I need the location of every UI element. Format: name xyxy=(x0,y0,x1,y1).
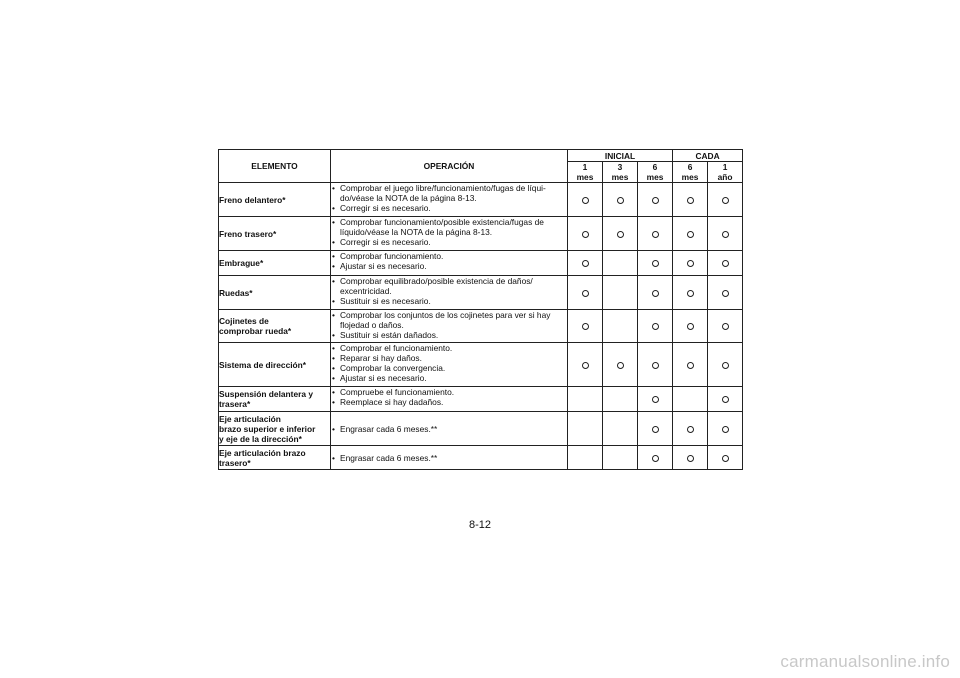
table-row xyxy=(219,183,743,217)
maintenance-table xyxy=(218,149,743,470)
table-row xyxy=(219,412,743,446)
check-circle-icon xyxy=(652,362,659,369)
operation-item: • Comprobar funcionamiento. xyxy=(331,251,567,261)
operation-item: • Comprobar el funcionamiento. xyxy=(331,343,567,353)
schedule-cell xyxy=(708,310,743,343)
schedule-cell xyxy=(638,217,673,251)
operation-cell xyxy=(331,276,568,310)
operation-item: • Compruebe el funcionamiento. xyxy=(331,387,567,397)
operation-item: • Engrasar cada 6 meses.** xyxy=(331,453,567,463)
operation-list xyxy=(331,217,567,247)
element-label: Eje articulación xyxy=(219,413,281,424)
element-label: Embrague* xyxy=(219,258,264,268)
operation-item: • Engrasar cada 6 meses.** xyxy=(331,424,567,434)
maintenance-table-body xyxy=(219,183,743,470)
operation-cell xyxy=(331,251,568,276)
schedule-cell xyxy=(603,387,638,412)
operation-list xyxy=(331,343,567,383)
element-label: Freno delantero* xyxy=(219,194,286,205)
check-circle-icon xyxy=(582,323,589,330)
check-circle-icon xyxy=(582,290,589,297)
table-row xyxy=(219,446,743,470)
schedule-cell xyxy=(603,412,638,446)
check-circle-icon xyxy=(617,231,624,238)
schedule-cell xyxy=(603,310,638,343)
header-inicial: INICIAL xyxy=(568,150,673,162)
operation-list xyxy=(331,453,567,463)
interval-header: 6 mes xyxy=(638,162,673,183)
operation-list xyxy=(331,387,567,407)
operation-item: • Comprobar los conjuntos de los cojinetes para ver si hay flojedad o daños. xyxy=(331,310,567,330)
check-circle-icon xyxy=(722,231,729,238)
check-circle-icon xyxy=(722,455,729,462)
operation-item: • Comprobar la convergencia. xyxy=(331,363,567,373)
check-circle-icon xyxy=(722,396,729,403)
element-label: y eje de la dirección* xyxy=(219,433,302,444)
schedule-cell xyxy=(603,446,638,470)
table-row xyxy=(219,310,743,343)
schedule-cell xyxy=(638,310,673,343)
schedule-cell xyxy=(673,251,708,276)
page-number: 8-12 xyxy=(468,519,492,531)
element-label: Sistema de dirección* xyxy=(219,359,307,370)
operation-cell xyxy=(331,310,568,343)
schedule-cell xyxy=(568,446,603,470)
check-circle-icon xyxy=(722,323,729,330)
schedule-cell xyxy=(603,251,638,276)
schedule-cell xyxy=(708,251,743,276)
operation-cell xyxy=(331,412,568,446)
operation-cell xyxy=(331,446,568,470)
operation-list xyxy=(331,310,567,340)
element-label: brazo superior e inferior xyxy=(219,423,316,434)
operation-item: • Ajustar si es necesario. xyxy=(331,373,567,383)
check-circle-icon xyxy=(652,426,659,433)
element-label: Ruedas* xyxy=(219,287,253,298)
operation-list xyxy=(331,251,567,271)
interval-header: 1 año xyxy=(708,162,743,183)
check-circle-icon xyxy=(722,197,729,204)
schedule-cell xyxy=(638,343,673,387)
check-circle-icon xyxy=(687,197,694,204)
schedule-cell xyxy=(568,412,603,446)
schedule-cell xyxy=(638,387,673,412)
interval-header: 3 mes xyxy=(603,162,638,183)
schedule-cell xyxy=(673,217,708,251)
operation-list xyxy=(331,276,567,306)
header-operacion: OPERACIÓN xyxy=(331,150,568,183)
operation-cell xyxy=(331,343,568,387)
interval-header: 1 mes xyxy=(568,162,603,183)
operation-item: • Sustituir si es necesario. xyxy=(331,296,567,306)
schedule-cell xyxy=(638,276,673,310)
watermark: carmanualsonline.info xyxy=(780,652,950,671)
check-circle-icon xyxy=(722,362,729,369)
schedule-cell xyxy=(568,251,603,276)
schedule-cell xyxy=(638,446,673,470)
check-circle-icon xyxy=(652,396,659,403)
element-label: Eje articulación brazo xyxy=(219,447,306,458)
check-circle-icon xyxy=(652,323,659,330)
check-circle-icon xyxy=(652,290,659,297)
operation-list xyxy=(331,183,567,213)
check-circle-icon xyxy=(687,231,694,238)
operation-item: • Reparar si hay daños. xyxy=(331,353,567,363)
header-elemento: ELEMENTO xyxy=(219,150,331,183)
check-circle-icon xyxy=(582,362,589,369)
operation-item: • Sustituir si están dañados. xyxy=(331,330,567,340)
operation-item: • Corregir si es necesario. xyxy=(331,237,567,247)
check-circle-icon xyxy=(582,197,589,204)
schedule-cell xyxy=(673,183,708,217)
check-circle-icon xyxy=(722,260,729,267)
check-circle-icon xyxy=(652,231,659,238)
element-cell xyxy=(219,387,331,412)
operation-item: • Ajustar si es necesario. xyxy=(331,261,567,271)
schedule-cell xyxy=(673,387,708,412)
check-circle-icon xyxy=(687,260,694,267)
check-circle-icon xyxy=(687,455,694,462)
operation-item: • Comprobar el juego libre/funcionamiento/fugas de líqui-do/véase la NOTA de la página 8-13. xyxy=(331,183,567,203)
schedule-cell xyxy=(708,446,743,470)
schedule-cell xyxy=(708,412,743,446)
schedule-cell xyxy=(638,183,673,217)
schedule-cell xyxy=(708,183,743,217)
element-cell xyxy=(219,217,331,251)
check-circle-icon xyxy=(582,260,589,267)
check-circle-icon xyxy=(687,362,694,369)
check-circle-icon xyxy=(582,231,589,238)
schedule-cell xyxy=(708,217,743,251)
element-label: Freno trasero* xyxy=(219,228,277,239)
schedule-cell xyxy=(568,343,603,387)
element-label: Suspensión delantera y xyxy=(219,389,314,399)
check-circle-icon xyxy=(652,260,659,267)
element-label: comprobar rueda* xyxy=(219,326,292,336)
element-label: Cojinetes de xyxy=(219,316,269,326)
schedule-cell xyxy=(568,217,603,251)
table-row xyxy=(219,276,743,310)
element-cell xyxy=(219,251,331,276)
schedule-cell xyxy=(673,276,708,310)
schedule-cell xyxy=(603,217,638,251)
schedule-cell xyxy=(673,310,708,343)
interval-header: 6 mes xyxy=(673,162,708,183)
header-cada: CADA xyxy=(673,150,743,162)
schedule-cell xyxy=(638,251,673,276)
schedule-cell xyxy=(568,183,603,217)
element-cell xyxy=(219,183,331,217)
schedule-cell xyxy=(568,276,603,310)
operation-cell xyxy=(331,217,568,251)
schedule-cell xyxy=(603,183,638,217)
element-label: trasera* xyxy=(219,399,251,409)
check-circle-icon xyxy=(687,290,694,297)
check-circle-icon xyxy=(617,362,624,369)
table-row xyxy=(219,217,743,251)
schedule-cell xyxy=(638,412,673,446)
operation-list xyxy=(331,424,567,434)
schedule-cell xyxy=(673,446,708,470)
check-circle-icon xyxy=(687,323,694,330)
operation-item: • Comprobar equilibrado/posible existencia de daños/ excentricidad. xyxy=(331,276,567,296)
table-row xyxy=(219,343,743,387)
schedule-cell xyxy=(568,387,603,412)
operation-item: • Corregir si es necesario. xyxy=(331,203,567,213)
operation-item: • Comprobar funcionamiento/posible existencia/fugas de líquido/véase la NOTA de la página 8-13. xyxy=(331,217,567,237)
element-cell xyxy=(219,412,331,446)
element-cell xyxy=(219,343,331,387)
check-circle-icon xyxy=(687,426,694,433)
operation-cell xyxy=(331,387,568,412)
schedule-cell xyxy=(708,276,743,310)
element-cell xyxy=(219,446,331,470)
schedule-cell xyxy=(603,276,638,310)
header-row-top xyxy=(219,150,743,162)
operation-cell xyxy=(331,183,568,217)
schedule-cell xyxy=(568,310,603,343)
schedule-cell xyxy=(673,343,708,387)
check-circle-icon xyxy=(722,290,729,297)
schedule-cell xyxy=(708,343,743,387)
table-row xyxy=(219,251,743,276)
operation-item: • Reemplace si hay dadaños. xyxy=(331,397,567,407)
check-circle-icon xyxy=(722,426,729,433)
check-circle-icon xyxy=(652,455,659,462)
schedule-cell xyxy=(708,387,743,412)
schedule-cell xyxy=(603,343,638,387)
check-circle-icon xyxy=(617,197,624,204)
element-cell xyxy=(219,276,331,310)
element-cell xyxy=(219,310,331,343)
element-label: trasero* xyxy=(219,457,251,468)
table-row xyxy=(219,387,743,412)
schedule-cell xyxy=(673,412,708,446)
check-circle-icon xyxy=(652,197,659,204)
